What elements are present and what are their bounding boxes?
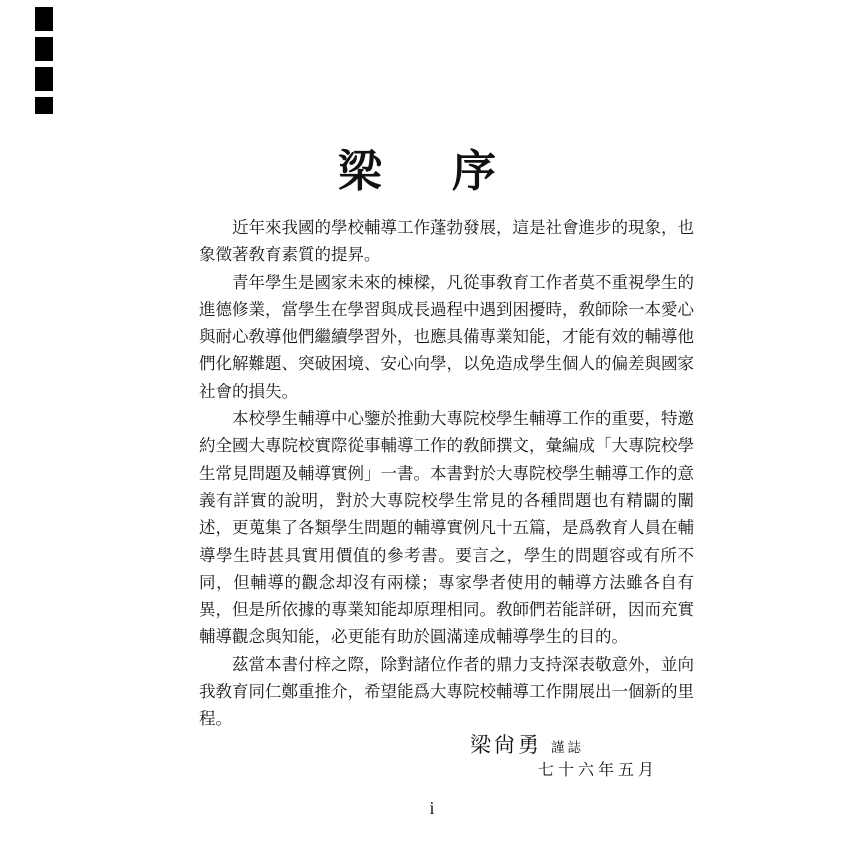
paragraph: 本校學生輔導中心鑒於推動大專院校學生輔導工作的重要，特邀約全國大專院校實際從事輔導工作的敎師撰文，彙編成「大專院校學生常見問題及輔導實例」一書。本書對於大專院校學生輔導工作的意義有詳實的說明，對於大專院校學生常見的各種問題也有精闢的闡述，更蒐集了各類學生問題的輔導實例凡十五篇，是爲敎育人員在輔導學生時甚具實用價值的參考書。要言之，學生的問題容或有所不同，但輔導的觀念却沒有兩樣；專家學者使用的輔導方法雖各自有異，但是所依據的專業知能却原理相同。敎師們若能詳研，因而充實輔導觀念與知能，必更能有助於圓滿達成輔導學生的目的。	[199, 409, 694, 647]
signature-name: 梁尙勇	[470, 733, 542, 757]
signature-date: 七十六年五月	[538, 762, 659, 779]
scan-artifact-mark	[35, 97, 53, 114]
preface-title: 梁 序	[338, 146, 509, 197]
signature-honorific: 謹誌	[551, 740, 584, 755]
scan-artifact-mark	[35, 37, 53, 61]
scan-artifact-mark	[35, 67, 53, 91]
preface-body	[199, 214, 694, 733]
paragraph: 茲當本書付梓之際，除對諸位作者的鼎力支持深表敬意外，並向我敎育同仁鄭重推介，希望能爲大專院校輔導工作開展出一個新的里程。	[199, 654, 694, 729]
signature-line	[470, 729, 584, 759]
scan-artifact-mark	[35, 7, 53, 31]
paragraph: 青年學生是國家未來的棟樑，凡從事敎育工作者莫不重視學生的進德修業，當學生在學習與成長過程中遇到困擾時，敎師除一本愛心與耐心敎導他們繼續學習外，也應具備專業知能，才能有效的輔導他們化解難題、突破困境、安心向學，以免造成學生個人的偏差與國家社會的損失。	[199, 272, 694, 401]
page-number: i	[429, 798, 435, 818]
paragraph: 近年來我國的學校輔導工作蓬勃發展，這是社會進步的現象，也象徵著敎育素質的提昇。	[199, 218, 694, 265]
